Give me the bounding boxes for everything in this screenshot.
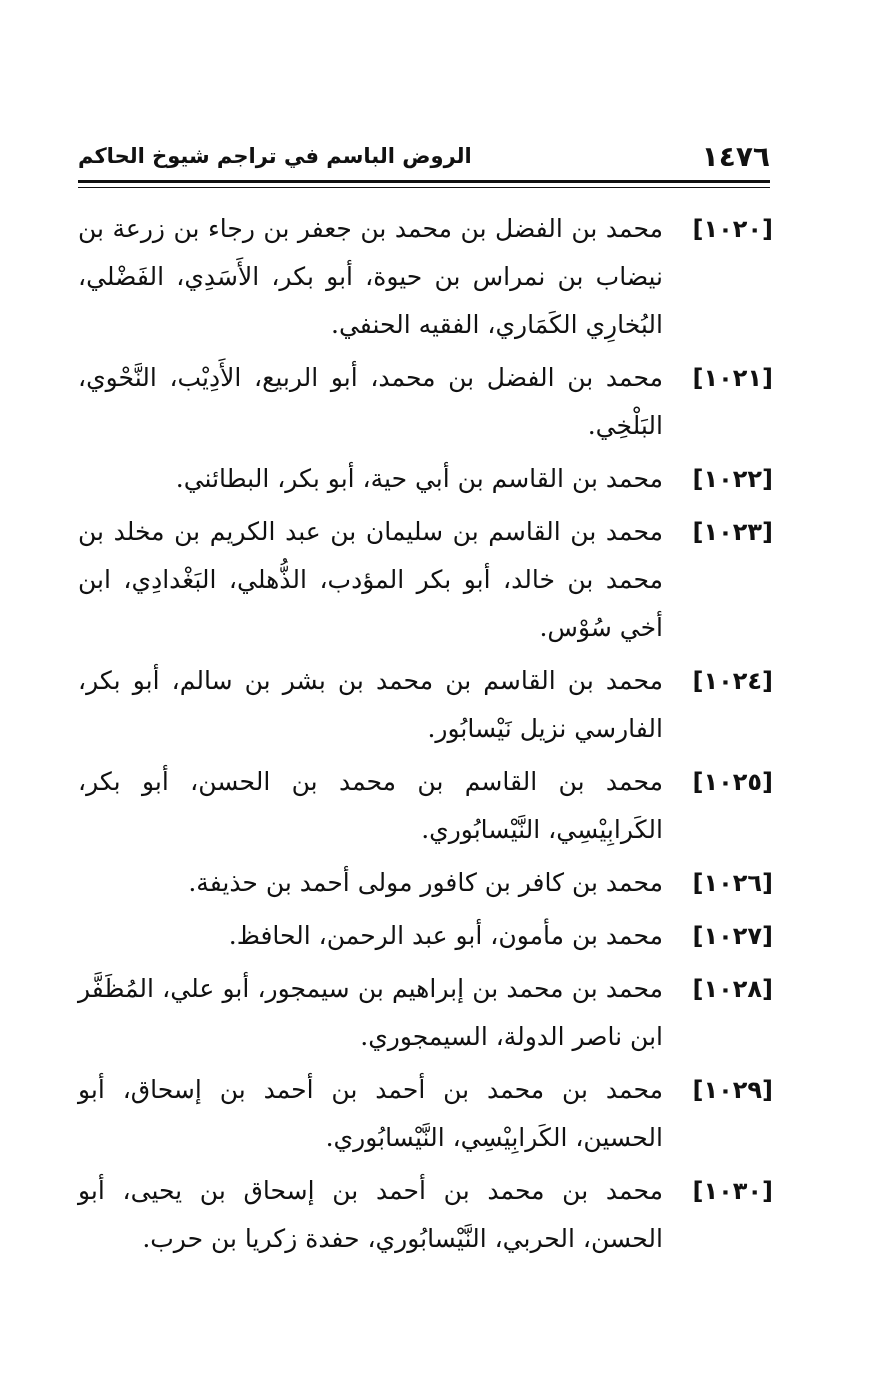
page-header <box>78 138 770 178</box>
entry-number: [١٠٢٦] <box>692 869 773 897</box>
header-rule-thick <box>78 180 770 183</box>
entry-number: [١٠٢٣] <box>692 518 773 546</box>
entry-1030 <box>78 1167 773 1263</box>
entry-1022 <box>78 455 773 503</box>
entry-text: محمد بن الفضل بن محمد بن جعفر بن رجاء بن زرعة بن نيضاب بن نمراس بن حيوة، أبو بكر، الأَسَدِي، الفَضْلي، البُخارِي الكَمَاري، الفقيه الحنفي. <box>78 214 663 339</box>
entry-text: محمد بن محمد بن أحمد بن أحمد بن إسحاق، أبو الحسين، الكَرابِيْسِي، النَّيْسابُوري. <box>78 1075 663 1152</box>
entry-1021 <box>78 354 773 450</box>
entry-number: [١٠٢٤] <box>692 667 773 695</box>
entry-text: محمد بن القاسم بن أبي حية، أبو بكر، البطائني. <box>175 464 663 493</box>
entry-number: [١٠٢٢] <box>692 465 773 493</box>
entry-text: محمد بن القاسم بن محمد بن بشر بن سالم، أبو بكر، الفارسي نزيل نَيْسابُور. <box>78 666 663 743</box>
entry-text: محمد بن محمد بن أحمد بن إسحاق بن يحيى، أبو الحسن، الحربي، النَّيْسابُوري، حفدة زكريا بن حرب. <box>78 1176 663 1253</box>
entry-text: محمد بن كافر بن كافور مولى أحمد بن حذيفة. <box>188 868 663 897</box>
entry-1023 <box>78 508 773 652</box>
entry-text: محمد بن مأمون، أبو عبد الرحمن، الحافظ. <box>228 921 663 950</box>
entry-text: محمد بن القاسم بن محمد بن الحسن، أبو بكر، الكَرابِيْسِي، النَّيْسابُوري. <box>78 767 663 844</box>
entry-number: [١٠٢٥] <box>692 768 773 796</box>
entry-number: [١٠٢٨] <box>692 975 773 1003</box>
entries-list <box>78 205 773 1268</box>
entry-number: [١٠٢٠] <box>692 215 773 243</box>
entry-1025 <box>78 758 773 854</box>
entry-1027 <box>78 912 773 960</box>
entry-1028 <box>78 965 773 1061</box>
entry-text: محمد بن القاسم بن سليمان بن عبد الكريم بن مخلد بن محمد بن خالد، أبو بكر المؤدب، الذُّهلي، البَغْدادِي، ابن أخي سُوْس. <box>78 517 663 642</box>
entry-1020 <box>78 205 773 349</box>
page-number: ١٤٧٦ <box>701 140 770 173</box>
entry-number: [١٠٣٠] <box>692 1177 773 1205</box>
header-rule-thin <box>78 187 770 188</box>
entry-number: [١٠٢١] <box>692 364 773 392</box>
entry-number: [١٠٢٩] <box>692 1076 773 1104</box>
entry-text: محمد بن محمد بن إبراهيم بن سيمجور، أبو علي، المُظَفَّر ابن ناصر الدولة، السيمجوري. <box>78 974 663 1051</box>
entry-text: محمد بن الفضل بن محمد، أبو الربيع، الأَدِيْب، النَّحْوي، البَلْخِي. <box>78 363 663 440</box>
entry-number: [١٠٢٧] <box>692 922 773 950</box>
running-title: الروض الباسم في تراجم شيوخ الحاكم <box>78 144 472 168</box>
entry-1024 <box>78 657 773 753</box>
entry-1029 <box>78 1066 773 1162</box>
entry-1026 <box>78 859 773 907</box>
